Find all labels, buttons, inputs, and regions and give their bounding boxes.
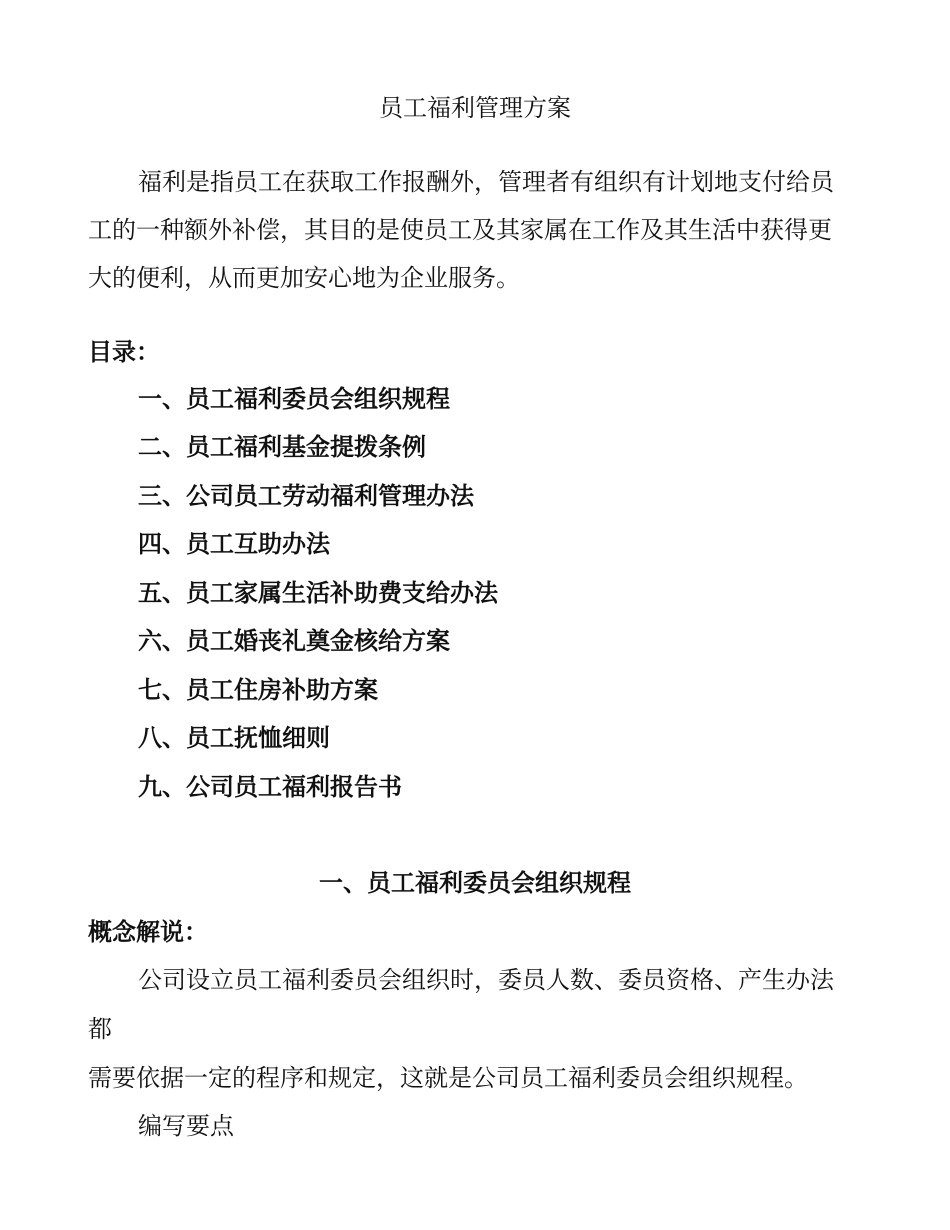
concept-label: 概念解说：	[88, 918, 208, 946]
section-body-line-2: 都	[88, 1015, 112, 1043]
toc-item: 九、公司员工福利报告书	[138, 773, 402, 801]
writing-points-subhead: 编写要点	[138, 1112, 234, 1140]
document-title: 员工福利管理方案	[379, 94, 571, 122]
toc-item: 四、员工互助办法	[138, 530, 330, 558]
intro-line-2: 工的一种额外补偿，其目的是使员工及其家属在工作及其生活中获得更	[88, 216, 832, 244]
section-heading: 一、员工福利委员会组织规程	[319, 869, 631, 897]
toc-item: 八、员工抚恤细则	[138, 724, 330, 752]
section-body-line-3: 需要依据一定的程序和规定，这就是公司员工福利委员会组织规程。	[88, 1064, 808, 1092]
toc-item: 七、员工住房补助方案	[138, 676, 378, 704]
toc-heading: 目录：	[88, 338, 160, 366]
intro-line-1: 福利是指员工在获取工作报酬外，管理者有组织有计划地支付给员	[138, 168, 834, 196]
toc-item: 五、员工家属生活补助费支给办法	[138, 579, 498, 607]
toc-item: 二、员工福利基金提拨条例	[138, 433, 426, 461]
section-body-line-1: 公司设立员工福利委员会组织时，委员人数、委员资格、产生办法	[138, 966, 834, 994]
intro-line-3: 大的便利，从而更加安心地为企业服务。	[88, 264, 520, 292]
toc-item: 六、员工婚丧礼奠金核给方案	[138, 627, 450, 655]
toc-item: 三、公司员工劳动福利管理办法	[138, 482, 474, 510]
toc-item: 一、员工福利委员会组织规程	[138, 385, 450, 413]
